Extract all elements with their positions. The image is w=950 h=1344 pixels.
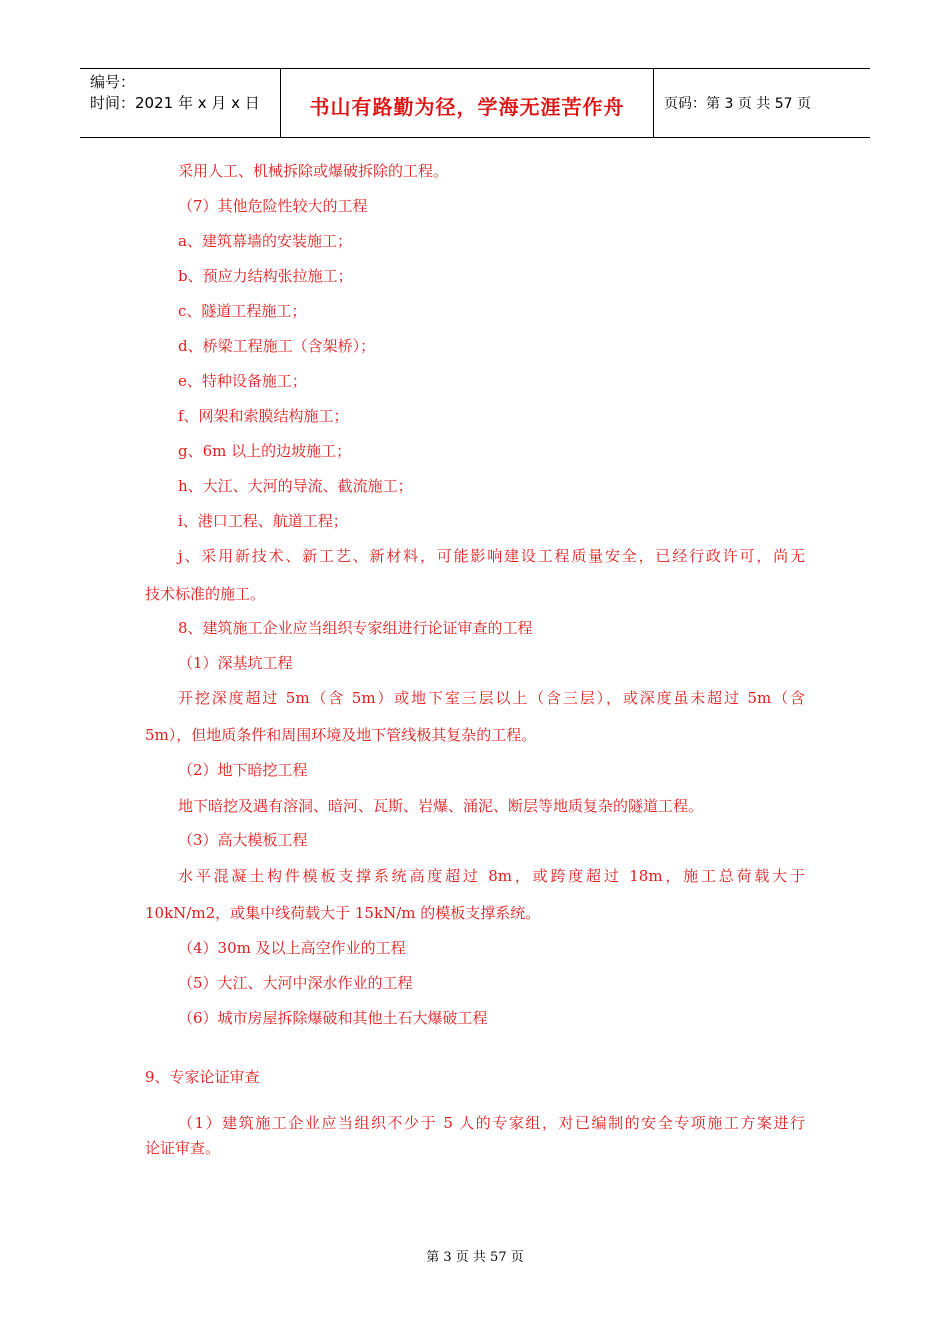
section-heading: （7）其他危险性较大的工程 xyxy=(178,197,368,215)
document-date-label: 时间：2021 年 x 月 x 日 xyxy=(90,94,260,112)
paragraph-line: 开挖深度超过 5m（含 5m）或地下室三层以上（含三层），或深度虽未超过 5m（含 xyxy=(178,689,805,707)
paragraph-line: 10kN/m2，或集中线荷载大于 15kN/m 的模板支撑系统。 xyxy=(145,904,541,922)
list-item: e、特种设备施工； xyxy=(178,372,307,390)
list-item: g、6m 以上的边坡施工； xyxy=(178,442,352,460)
document-number-label: 编号： xyxy=(90,73,136,91)
paragraph-line: 5m），但地质条件和周围环境及地下管线极其复杂的工程。 xyxy=(145,726,537,744)
paragraph-line: （1）建筑施工企业应当组织不少于 5 人的专家组，对已编制的安全专项施工方案进行 xyxy=(178,1114,805,1132)
list-item: j、采用新技术、新工艺、新材料，可能影响建设工程质量安全，已经行政许可，尚无 xyxy=(178,547,805,565)
page-header xyxy=(80,68,870,138)
subsection-heading: （5）大江、大河中深水作业的工程 xyxy=(178,974,413,992)
paragraph-line: 论证审查。 xyxy=(145,1139,221,1157)
header-meta xyxy=(80,69,281,137)
subsection-heading: （3）高大模板工程 xyxy=(178,831,308,849)
section-heading: 9、专家论证审查 xyxy=(145,1068,260,1086)
list-item: i、港口工程、航道工程； xyxy=(178,512,348,530)
list-item: c、隧道工程施工； xyxy=(178,302,307,320)
list-item: d、桥梁工程施工（含架桥）； xyxy=(178,337,376,355)
list-item: b、预应力结构张拉施工； xyxy=(178,267,353,285)
list-item: a、建筑幕墙的安装施工； xyxy=(178,232,352,250)
header-motto-cell xyxy=(281,69,654,137)
page-footer: 第 3 页 共 57 页 xyxy=(426,1250,524,1265)
list-item: f、网架和索膜结构施工； xyxy=(178,407,349,425)
paragraph-line: 水平混凝土构件模板支撑系统高度超过 8m，或跨度超过 18m，施工总荷载大于 xyxy=(178,867,805,885)
section-heading: 8、建筑施工企业应当组织专家组进行论证审查的工程 xyxy=(178,619,533,637)
paragraph-line: 地下暗挖及遇有溶洞、暗河、瓦斯、岩爆、涌泥、断层等地质复杂的隧道工程。 xyxy=(178,797,704,815)
subsection-heading: （1）深基坑工程 xyxy=(178,654,293,672)
subsection-heading: （2）地下暗挖工程 xyxy=(178,761,308,779)
header-motto: 书山有路勤为径，学海无涯苦作舟 xyxy=(309,95,625,119)
subsection-heading: （6）城市房屋拆除爆破和其他土石大爆破工程 xyxy=(178,1009,488,1027)
paragraph-line: 采用人工、机械拆除或爆破拆除的工程。 xyxy=(178,162,449,180)
subsection-heading: （4）30m 及以上高空作业的工程 xyxy=(178,939,406,957)
header-page-number: 页码：第 3 页 共 57 页 xyxy=(664,96,811,112)
list-item: h、大江、大河的导流、截流施工； xyxy=(178,477,413,495)
list-item-continuation: 技术标准的施工。 xyxy=(145,585,266,603)
